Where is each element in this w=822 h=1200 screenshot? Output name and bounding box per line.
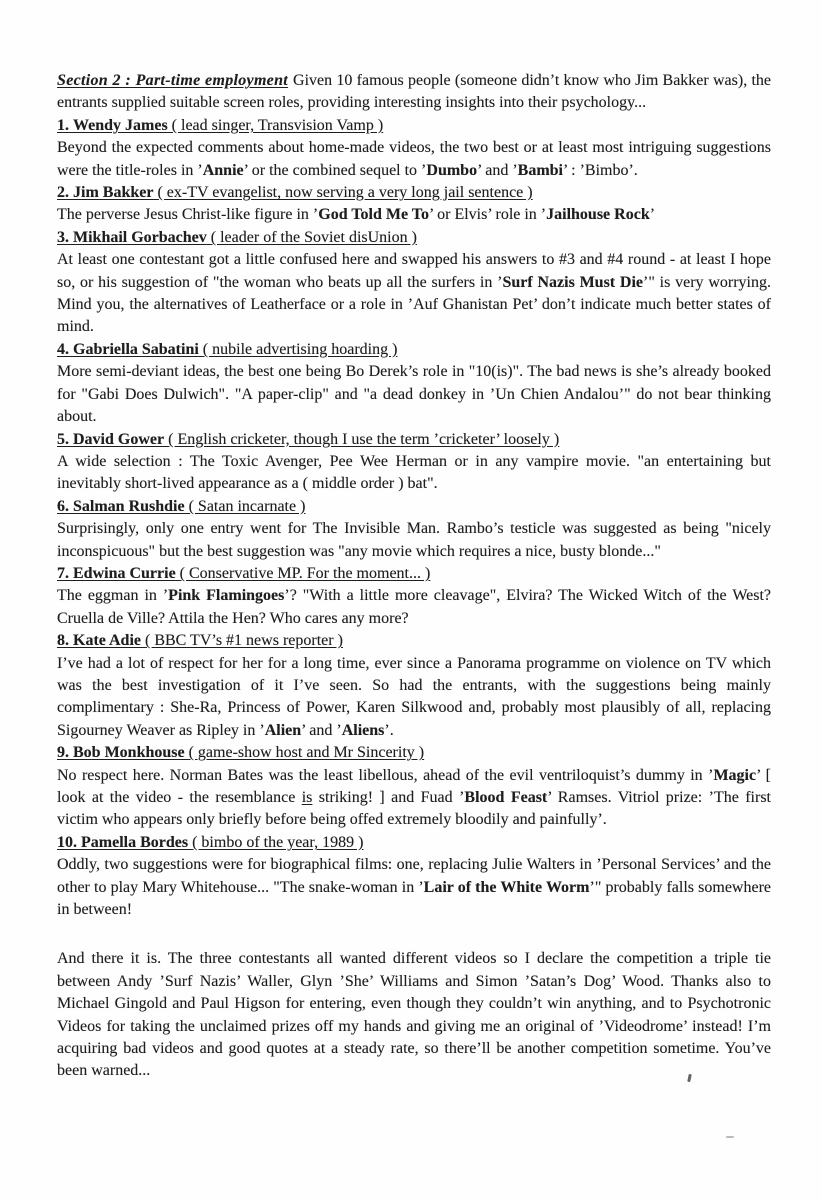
entry-number: 3. (57, 228, 69, 246)
entry-heading-text (57, 498, 305, 515)
entry-name: Mikhail Gorbachev (73, 228, 207, 246)
entry-descriptor: ( bimbo of the year, 1989 ) (192, 833, 364, 851)
entry-name: David Gower (73, 430, 165, 448)
entry-heading-text (57, 834, 363, 851)
entry-name: Kate Adie (73, 632, 141, 650)
entry-number: 7. (57, 564, 69, 582)
film-title: Blood Feast (464, 789, 548, 806)
entry-heading-text (57, 565, 430, 582)
entry-heading (57, 742, 771, 764)
body-text: ’ or Elvis’ role in ’ (428, 206, 547, 224)
entry-heading-text (57, 117, 383, 134)
entry-descriptor: ( lead singer, Transvision Vamp ) (171, 116, 384, 134)
film-title: Alien (264, 721, 302, 739)
entry-body (57, 361, 771, 428)
entry (57, 429, 771, 496)
entry-heading (57, 339, 771, 361)
entry-body (57, 204, 771, 226)
entry-descriptor: ( English cricketer, though I use the term ’cricketer’ loosely ) (168, 430, 560, 448)
body-text: ’ : ’Bimbo’. (563, 161, 638, 179)
entry-descriptor: ( BBC TV’s #1 news reporter ) (145, 632, 343, 650)
entry (57, 339, 771, 429)
entry-name: Bob Monkhouse (73, 744, 185, 762)
body-text: Beyond the expected comments about home-made videos, the two best or at least most intriguing suggestions were the title-roles in ’ (57, 139, 771, 179)
entry-name: Gabriella Sabatini (73, 340, 199, 358)
entry-number: 1. (57, 116, 69, 134)
closing-paragraph: And there it is. The three contestants all wanted different videos so I declare the competition a triple tie between Andy ’Surf Nazis’ Waller, Glyn ’She’ Williams and Simon ’Satan’s Dog’ Wood. Thanks also to Michael Gingold and Paul Higson for entering, even though they couldn’t win anything, and to Psychotronic Videos for taking the unclaimed prizes off my hands and giving me an original of ’Videodrome’ instead! I’m acquiring bad videos and good quotes at a steady rate, so there’ll be another competition sometime. You’ve been warned... (57, 950, 771, 1080)
body-text: ’ and ’ (301, 721, 342, 739)
entry (57, 630, 771, 742)
entry-body (57, 653, 771, 743)
entry-number: 6. (57, 497, 69, 515)
entry-body (57, 137, 771, 182)
entry (57, 742, 771, 832)
body-text: ’. (384, 721, 394, 739)
body-text: ’" is very worrying. Mind you, the alternatives of Leatherface or a role in ’Auf Ghanistan Pet’ don’t indicate much better states of mind. (57, 273, 772, 336)
film-title: Annie (202, 161, 244, 179)
entry-descriptor: ( leader of the Soviet disUnion ) (210, 228, 417, 246)
entry-number: 4. (57, 340, 69, 358)
body-text: The perverse Jesus Christ-like figure in ’ (57, 206, 319, 224)
body-text: The eggman in ’ (57, 587, 169, 605)
entry (57, 115, 771, 182)
body-text: ’ or the combined sequel to ’ (243, 161, 427, 179)
scan-speck (726, 1136, 734, 1138)
entry-descriptor: ( nubile advertising hoarding ) (202, 340, 398, 358)
entry-heading-text (57, 744, 424, 761)
entry-heading (57, 227, 771, 249)
entry-number: 10. (57, 833, 77, 851)
entry (57, 563, 771, 630)
film-title: Jailhouse Rock (546, 206, 650, 224)
entry-heading (57, 832, 771, 854)
entry-heading (57, 630, 771, 652)
entry-descriptor: ( game-show host and Mr Sincerity ) (188, 744, 425, 762)
intro-text: Given 10 famous people (someone didn’t know who Jim Bakker was), the entrants supplied suitable screen roles, providing interesting insights into their psychology... (57, 72, 771, 112)
entry-name: Pamella Bordes (81, 833, 189, 851)
section-header: Section 2 : Part-time employment (57, 72, 289, 89)
body-text: At least one contestant got a little confused here and swapped his answers to #3 and #4 round - at least I hope so, or his suggestion of "the woman who beats up all the surfers in ’ (57, 251, 771, 291)
entry-body (57, 765, 771, 832)
entry-number: 2. (57, 184, 69, 202)
body-text: ’ (649, 206, 656, 224)
film-title: God Told Me To (318, 206, 429, 224)
entry-heading (57, 496, 771, 518)
entry (57, 182, 771, 227)
entry-heading (57, 429, 771, 451)
entry-name: Salman Rushdie (73, 497, 185, 515)
film-title: Pink Flamingoes (168, 587, 285, 605)
body-text: A wide selection : The Toxic Avenger, Pee Wee Herman or in any vampire movie. "an entertaining but inevitably short-lived appearance as a ( middle order ) bat". (57, 452, 771, 493)
film-title: Aliens (341, 721, 385, 739)
body-text: ’ Ramses. Vitriol prize: ’The first victim who appears only briefly before being offed extremely bloodily and painfully’. (57, 789, 772, 829)
body-text: ’ and ’ (477, 161, 518, 179)
entry-number: 8. (57, 632, 69, 650)
entry-descriptor: ( ex-TV evangelist, now serving a very long jail sentence ) (157, 184, 533, 202)
body-text: I’ve had a lot of respect for her for a long time, ever since a Panorama programme on violence on TV which was the best investigation of it I’ve seen. So had the entrants, with the suggestions being mainly complimentary : She-Ra, Princess of Power, Karen Silkwood and, probably most plausibly of all, replacing Sigourney Weaver as Ripley in ’ (57, 654, 771, 739)
entry-heading-text (57, 184, 533, 201)
body-text: Surprisingly, only one entry went for The Invisible Man. Rambo’s testicle was suggested as being "nicely inconspicuous" but the best suggestion was "any movie which requires a nice, busty blonde..." (57, 520, 771, 560)
entry-body (57, 518, 771, 563)
film-title: Dumbo (426, 161, 478, 179)
body-text: ’" probably falls somewhere in between! (57, 878, 772, 919)
body-text: ’? "With a little more cleavage", Elvira? The Wicked Witch of the West? Cruella de Ville? Attila the Hen? Who cares any more? (57, 587, 772, 627)
film-title: Lair of the White Worm (423, 878, 590, 896)
entry-body (57, 249, 771, 339)
entry-body (57, 585, 771, 630)
entry-heading-text (57, 431, 559, 448)
entry-descriptor: ( Conservative MP. For the moment... ) (179, 564, 431, 582)
entry-heading-text (57, 229, 417, 246)
entry-heading (57, 182, 771, 204)
entry-body (57, 451, 771, 496)
body-text: More semi-deviant ideas, the best one being Bo Derek’s role in "10(is)". The bad news is she’s already booked for "Gabi Does Dulwich". "A paper-clip" and "a dead donkey in ’Un Chien Andalou’" do not bear thinking about. (57, 363, 771, 426)
entry-number: 9. (57, 744, 69, 762)
body-text: ’ [ look at the video - the resemblance (57, 766, 772, 806)
entries-list (57, 115, 771, 922)
body-text: No respect here. Norman Bates was the least libellous, ahead of the evil ventriloquist’s dummy in ’ (57, 766, 714, 784)
entry-heading (57, 563, 771, 585)
entry-heading-text (57, 341, 397, 358)
emphasized-text: is (301, 789, 313, 806)
entry-name: Edwina Currie (73, 564, 176, 582)
film-title: Magic (713, 766, 757, 784)
body-text: Oddly, two suggestions were for biographical films: one, replacing Julie Walters in ’Personal Services’ and the other to play Mary Whitehouse... "The snake-woman in ’ (57, 856, 771, 896)
entry-heading (57, 115, 771, 137)
body-text: striking! ] and Fuad ’ (312, 789, 465, 806)
entry-name: Jim Bakker (73, 184, 154, 202)
entry (57, 496, 771, 563)
film-title: Surf Nazis Must Die (502, 273, 644, 291)
entry (57, 832, 771, 922)
entry (57, 227, 771, 339)
article (57, 70, 771, 1083)
entry-number: 5. (57, 430, 69, 448)
entry-heading-text (57, 632, 343, 649)
entry-body (57, 854, 771, 921)
intro-paragraph (57, 70, 771, 115)
entry-name: Wendy James (73, 116, 168, 134)
film-title: Bambi (517, 161, 563, 179)
entry-descriptor: ( Satan incarnate ) (188, 497, 306, 515)
